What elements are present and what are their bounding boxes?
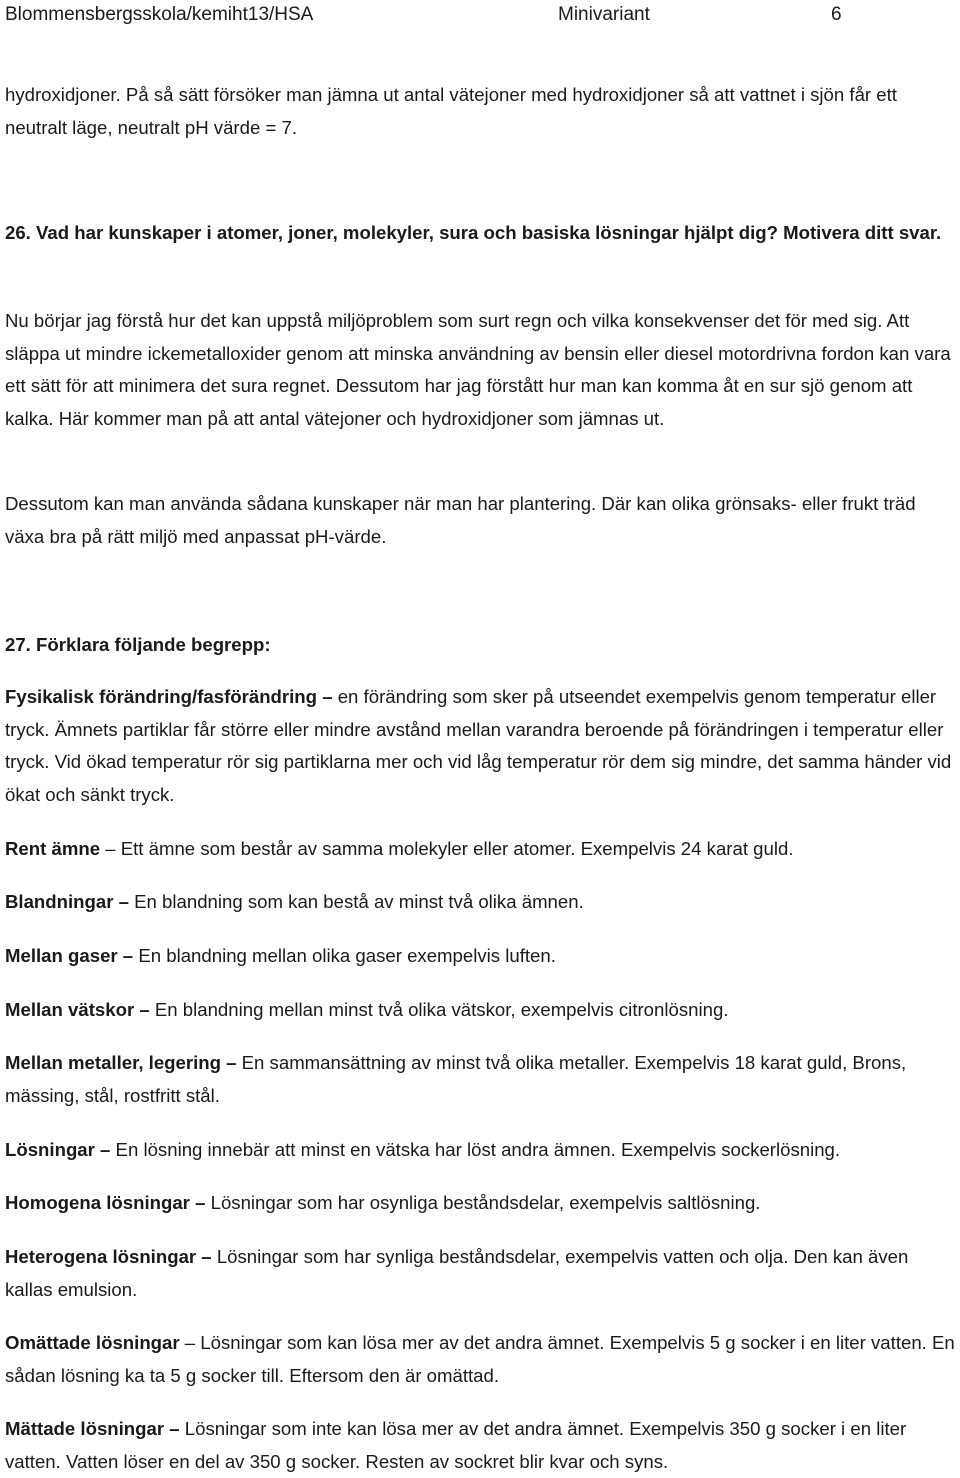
header-school: Blommensbergsskola/kemiht13/HSA [5,4,314,25]
definition-term: Mellan metaller, legering – [5,1052,237,1073]
definition-text: – Lösningar som kan lösa mer av det andra ämnet. Exempelvis 5 g socker i en liter vatten. En sådan lösning ka ta 5 g socker till. Eftersom den är omättad. [5,1332,955,1386]
definition-term: Mellan vätskor – [5,999,150,1020]
definition-term: Mättade lösningar – [5,1418,180,1439]
definition-term: Omättade lösningar [5,1332,180,1353]
definition-term: Heterogena lösningar – [5,1246,212,1267]
definition-term: Fysikalisk förändring/fasförändring – [5,686,333,707]
definition-text: En lösning innebär att minst en vätska har löst andra ämnen. Exempelvis sockerlösning. [110,1139,841,1160]
definition-item [5,1327,957,1392]
definition-item [5,1241,957,1306]
definition-term: Rent ämne [5,838,101,859]
question-26: 26. Vad har kunskaper i atomer, joner, molekyler, sura och basiska lösningar hjälpt dig? Motivera ditt svar. [5,222,942,243]
question-27: 27. Förklara följande begrepp: [5,634,271,655]
definition-text: Lösningar som inte kan lösa mer av det andra ämnet. Exempelvis 350 g socker i en liter vatten. Vatten löser en del av 350 g socker. Resten av sockret blir kvar och syns. [5,1418,907,1472]
definition-text: En blandning mellan olika gaser exempelvis luften. [133,945,556,966]
definition-item [5,994,957,1027]
definition-text: en förändring som sker på utseendet exempelvis genom temperatur eller tryck. Ämnets partiklar får större eller mindre avstånd mellan varandra beroende på förändringen i temperatur eller tryck. Vid ökad temperatur rör sig partiklarna mer och vid låg temperatur rör dem sig mindre, det samma händer vid ökat och sänkt tryck. [5,686,952,805]
definition-term: Mellan gaser – [5,945,134,966]
answer-26-paragraph-1: Nu börjar jag förstå hur det kan uppstå miljöproblem som surt regn och vilka konsekvenser det för med sig. Att släppa ut mindre ickemetalloxider genom att minska användning av bensin eller diesel motordrivna fordon kan vara ett sätt för att minimera det sura regnet. Dessutom har jag förstått hur man kan komma åt en sur sjö genom att kalka. Här kommer man på att antal vätejoner och hydroxidjoner som jämnas ut. [5,310,951,429]
answer-26-paragraph-2: Dessutom kan man använda sådana kunskaper när man har plantering. Där kan olika grönsaks- eller frukt träd växa bra på rätt miljö med anpassat pH-värde. [5,493,916,547]
definition-item [5,886,957,919]
definition-item [5,1413,957,1478]
definition-text: En sammansättning av minst två olika metaller. Exempelvis 18 karat guld, Brons, mässing, stål, rostfritt stål. [5,1052,907,1106]
header-variant: Minivariant [558,4,650,25]
definition-item [5,681,957,811]
definition-term: Blandningar – [5,891,129,912]
definition-item [5,940,957,973]
definition-term: Homogena lösningar – [5,1192,206,1213]
definition-item [5,1187,957,1220]
definition-text: Lösningar som har synliga beståndsdelar, exempelvis vatten och olja. Den kan även kallas emulsion. [5,1246,909,1300]
definition-item [5,833,957,866]
definition-text: En blandning som kan bestå av minst två olika ämnen. [128,891,584,912]
definition-text: Lösningar som har osynliga beståndsdelar, exempelvis saltlösning. [205,1192,761,1213]
definition-text: En blandning mellan minst två olika vätskor, exempelvis citronlösning. [149,999,729,1020]
definition-text: – Ett ämne som består av samma molekyler eller atomer. Exempelvis 24 karat guld. [100,838,794,859]
page-number: 6 [831,4,842,25]
page-header [5,2,957,28]
definition-item [5,1134,957,1167]
definition-term: Lösningar – [5,1139,111,1160]
definition-item [5,1047,957,1112]
intro-paragraph: hydroxidjoner. På så sätt försöker man jämna ut antal vätejoner med hydroxidjoner så att vattnet i sjön får ett neutralt läge, neutralt pH värde = 7. [5,84,897,138]
